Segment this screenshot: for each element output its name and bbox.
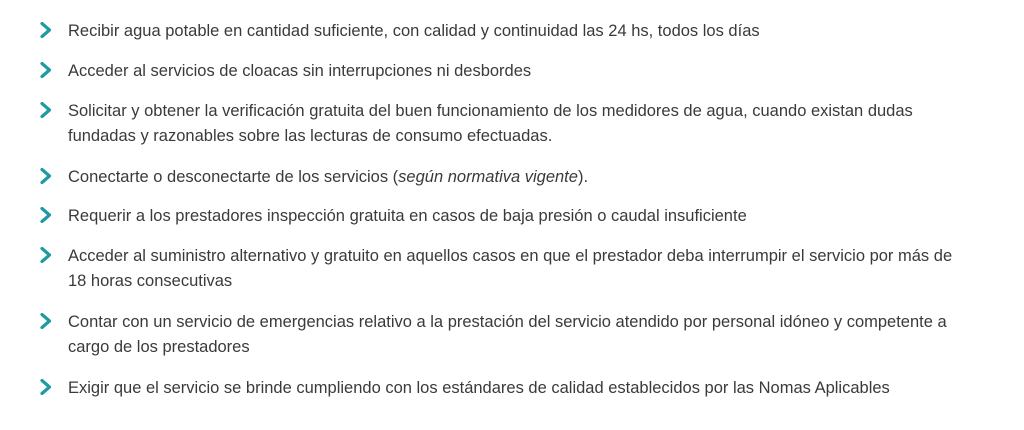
list-item (40, 310, 990, 360)
chevron-right-icon (40, 204, 68, 226)
list-item (40, 204, 990, 229)
list-item-text: Acceder al suministro alternativo y gratuito en aquellos casos en que el prestador deba interrumpir el servicio por más de 18 horas consecutivas (68, 247, 953, 290)
list-item-text: Contar con un servicio de emergencias relativo a la prestación del servicio atendido por personal idóneo y competente a cargo de los prestadores (68, 313, 947, 356)
list-item-text: Acceder al servicios de cloacas sin interrupciones ni desbordes (68, 62, 532, 80)
chevron-right-icon (40, 59, 68, 81)
chevron-right-icon (40, 376, 68, 398)
list-item (40, 59, 990, 84)
list-item (40, 19, 990, 44)
chevron-right-icon (40, 244, 68, 266)
chevron-right-icon (40, 165, 68, 187)
list-item-italic-text: según normativa vigente (398, 168, 578, 186)
list-item-text: Requerir a los prestadores inspección gratuita en casos de baja presión o caudal insuficiente (68, 207, 747, 225)
list-item-text (68, 165, 588, 190)
list-item (40, 99, 990, 149)
list-item (40, 376, 990, 401)
chevron-right-icon (40, 19, 68, 41)
list-item-text-part: Conectarte o desconectarte de los servicios ( (68, 168, 399, 186)
chevron-right-icon (40, 99, 68, 121)
list-item (40, 244, 990, 294)
list-item (40, 165, 990, 190)
chevron-right-icon (40, 310, 68, 332)
list-item-text: Recibir agua potable en cantidad suficiente, con calidad y continuidad las 24 hs, todos los días (68, 22, 760, 40)
list-item-text: Exigir que el servicio se brinde cumpliendo con los estándares de calidad establecidos por las Nomas Aplicables (68, 379, 890, 397)
list-item-text-part: ). (577, 168, 589, 186)
list-item-text: Solicitar y obtener la verificación gratuita del buen funcionamiento de los medidores de agua, cuando existan dudas fundadas y razonables sobre las lecturas de consumo efectuadas. (68, 102, 913, 145)
